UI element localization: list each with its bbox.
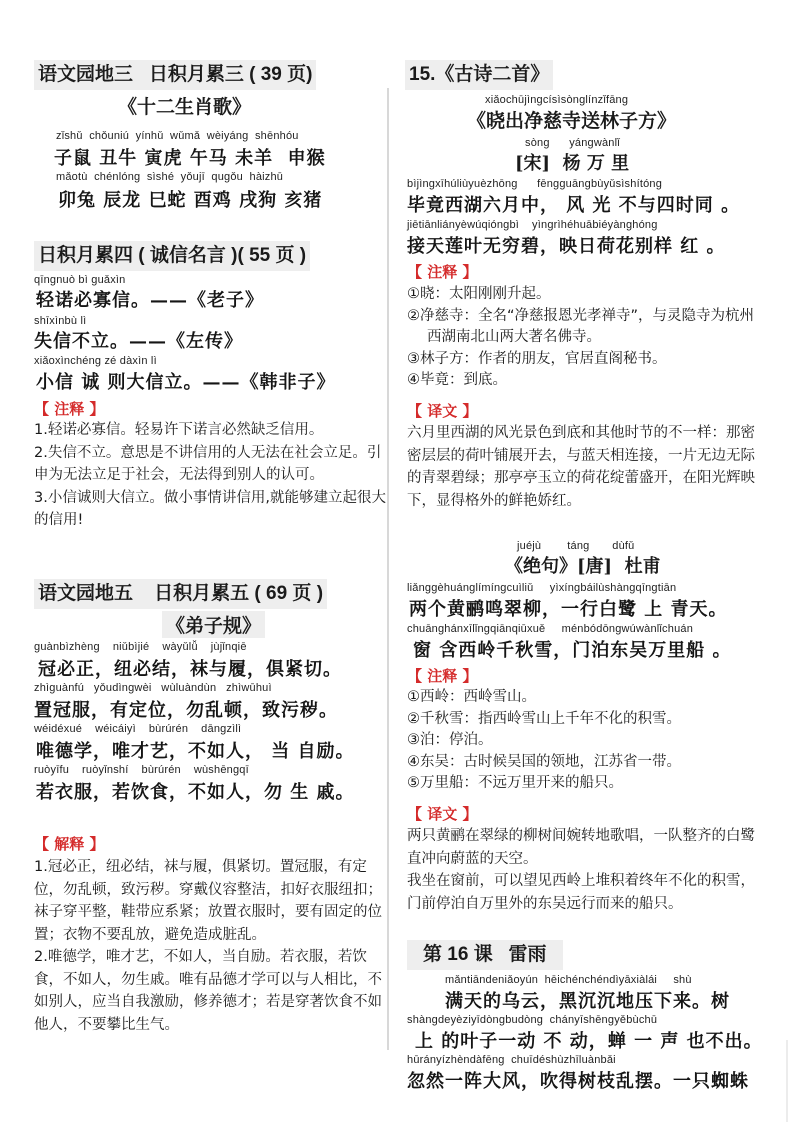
note-item: ③林子方：作者的朋友，官居直阁秘书。: [407, 350, 667, 367]
quote-line: 轻诺必寡信。——《老子》: [36, 290, 264, 311]
column-divider: [387, 88, 389, 1050]
pinyin-line: bìjìngxīhúliùyuèzhōng fēngguāngbùyǔsìshítóng: [407, 178, 663, 190]
poem-line: 窗 含西岭千秋雪，门泊东吴万里船 。: [413, 640, 732, 661]
poem-title: 《晓出净慈寺送林子方》: [467, 110, 677, 132]
notes-label: 【 注释 】: [407, 667, 478, 685]
pinyin-line: shīxìnbù lì: [34, 315, 87, 327]
poem-title-dizigui: 《弟子规》: [162, 611, 265, 638]
verse-line: 唯德学，唯才艺，不如人， 当 自励。: [36, 741, 355, 762]
quote-line: 小信 诚 则大信立。——《韩非子》: [36, 372, 336, 393]
notes-label: 【 注释 】: [34, 400, 105, 418]
poem-line: 毕竟西湖六月中， 风 光 不与四时同 。: [407, 195, 741, 216]
notes-label: 【 注释 】: [407, 263, 478, 281]
verse-line: 若衣服，若饮食，不如人，勿 生 戚。: [36, 782, 355, 803]
text-line: 满天的乌云，黑沉沉地压下来。树: [445, 991, 730, 1012]
pinyin-line: guànbìzhèng niǔbìjié wàyǔlǚ jùjǐnqiē: [34, 641, 247, 653]
pinyin-line: hūrányízhèndàfēng chuīdéshùzhīluànbǎi: [407, 1054, 616, 1066]
pinyin-line: wéidéxué wéicáiyì bùrúrén dāngzìlì: [34, 723, 242, 735]
verse-line: 置冠服，有定位，勿乱顿，致污秽。: [34, 700, 338, 721]
poem-line: 卯兔 辰龙 巳蛇 酉鸡 戌狗 亥猪: [58, 190, 323, 211]
notes-body: [34, 419, 386, 532]
verse-line: 冠必正，纽必结，袜与履，俱紧切。: [38, 659, 342, 680]
note-item: ④东吴：古时候吴国的领地，江苏省一带。: [407, 753, 681, 770]
page-edge: [786, 1040, 788, 1122]
note-item: ②净慈寺：全名“净慈报恩光孝禅寺”，与灵隐寺为杭州西湖南北山两大著名佛寺。: [407, 307, 755, 345]
lesson-header-15: 15.《古诗二首》: [405, 60, 553, 90]
pinyin-line: xiǎoxìnchéng zé dàxìn lì: [34, 355, 157, 367]
translation-label: 【 译文 】: [407, 805, 478, 823]
pinyin-line: chuānghánxīlǐngqiānqiūxuě ménbódōngwúwànlǐchuán: [407, 623, 694, 635]
pinyin-line: xiǎochūjìngcísìsònglínzǐfāng: [485, 94, 629, 106]
note-item: 2.失信不立。意思是不讲信用的人无法在社会立足。引申为无法立足于社会，无法得到别人的认可。: [34, 444, 382, 483]
note-item: ⑤万里船：不远万里开来的船只。: [407, 775, 623, 791]
note-item: 1.轻诺必寡信。轻易许下诺言必然缺乏信用。: [34, 422, 324, 438]
poem-title-zodiac: 《十二生肖歌》: [118, 96, 252, 118]
pinyin-line: mǎotù chénlóng sìshé yǒujī qugǒu hàizhū: [56, 171, 284, 183]
poem-author: [宋] 杨 万 里: [515, 153, 630, 174]
note-item: 3.小信诚则大信立。做小事情讲信用,就能够建立起很大的信用!: [34, 489, 386, 528]
text-line: 忽然一阵大风，吹得树枝乱摆。一只蜘蛛: [407, 1071, 749, 1092]
pinyin-line: mǎntiāndeniǎoyún hēichénchéndìyāxiàlái shù: [445, 974, 692, 986]
translation-body: [407, 825, 769, 915]
pinyin-line: sòng yángwànlǐ: [525, 137, 620, 149]
note-item: ③泊：停泊。: [407, 732, 493, 748]
explanation-label: 【 解释 】: [34, 835, 105, 853]
note-item: ①西岭：西岭雪山。: [407, 689, 536, 705]
pinyin-line: liǎnggèhuánglímíngcuìliǔ yìxíngbáilùshàngqīngtiān: [407, 582, 677, 594]
section-header-unit3: 语文园地三 日积月累三 ( 39 页): [34, 60, 316, 90]
explanation-item: 1.冠必正，纽必结，袜与履，俱紧切。置冠服，有定位，勿乱顿，致污秽。穿戴仪容整洁，扣好衣服纽扣；袜子穿平整，鞋带应系紧；放置衣服时，要有固定的位置；衣物不要乱放，避免造成脏乱。: [34, 859, 382, 943]
poem-line: 两个黄鹂鸣翠柳，一行白鹭 上 青天。: [409, 599, 728, 620]
explanation-body: [34, 856, 386, 1036]
explanation-item: 2.唯德学，唯才艺，不如人，当自励。若衣服，若饮食，不如人，勿生戚。唯有品德才学可以与人相比，不如别人，应当自我激励，修养德才；若是穿著饮食不如他人，不要攀比生气。: [34, 949, 382, 1033]
pinyin-line: qīngnuò bì guǎxìn: [34, 274, 126, 286]
quote-line: 失信不立。——《左传》: [34, 331, 243, 352]
pinyin-line: juéjù táng dùfǔ: [517, 540, 635, 552]
pinyin-line: zhìguànfú yǒudìngwèi wùluàndùn zhìwūhuì: [34, 682, 272, 694]
translation-para: 两只黄鹂在翠绿的柳树间婉转地歌唱，一队整齐的白鹭直冲向蔚蓝的天空。: [407, 828, 755, 867]
section-header-unit5: 语文园地五 日积月累五 ( 69 页 ): [34, 579, 327, 609]
note-item: ②千秋雪：指西岭雪山上千年不化的积雪。: [407, 710, 681, 727]
notes-body: [407, 284, 767, 392]
pinyin-line: jiētiānliányèwúqióngbì yìngrìhéhuābiéyànghóng: [407, 219, 658, 231]
pinyin-line: ruòyīfu ruòyǐnshí bùrúrén wùshēngqī: [34, 764, 249, 776]
poem-title: 《绝句》[唐] 杜甫: [505, 556, 661, 577]
lesson-header-16: 第 16 课 雷雨: [407, 940, 563, 970]
note-item: ④毕竟：到底。: [407, 372, 507, 388]
pinyin-line: zǐshǔ chǒuniú yínhǔ wǔmǎ wèiyáng shēnhóu: [56, 130, 299, 142]
translation-label: 【 译文 】: [407, 402, 478, 420]
translation-para: 我坐在窗前，可以望见西岭上堆积着终年不化的积雪，门前停泊自万里外的东吴远行而来的船只。: [407, 873, 755, 912]
section-header-accumulation4: 日积月累四 ( 诚信名言 )( 55 页 ): [34, 241, 310, 271]
notes-body: [407, 687, 767, 795]
note-item: ①晓：太阳刚刚升起。: [407, 286, 551, 302]
text-line: 上 的叶子一动 不 动，蝉 一 声 也不出。: [415, 1031, 763, 1052]
poem-line: 接天莲叶无穷碧，映日荷花别样 红 。: [407, 236, 726, 257]
pinyin-line: shàngdeyèziyīdòngbudòng chányīshēngyěbùchū: [407, 1014, 658, 1026]
translation-body: 六月里西湖的风光景色到底和其他时节的不一样：那密密层层的荷叶铺展开去，与蓝天相连接，一片无边无际的青翠碧绿；那亭亭玉立的荷花绽蕾盛开，在阳光辉映下，显得格外的鲜艳娇红。: [407, 425, 755, 509]
poem-line: 子鼠 丑牛 寅虎 午马 未羊 申猴: [54, 148, 326, 169]
